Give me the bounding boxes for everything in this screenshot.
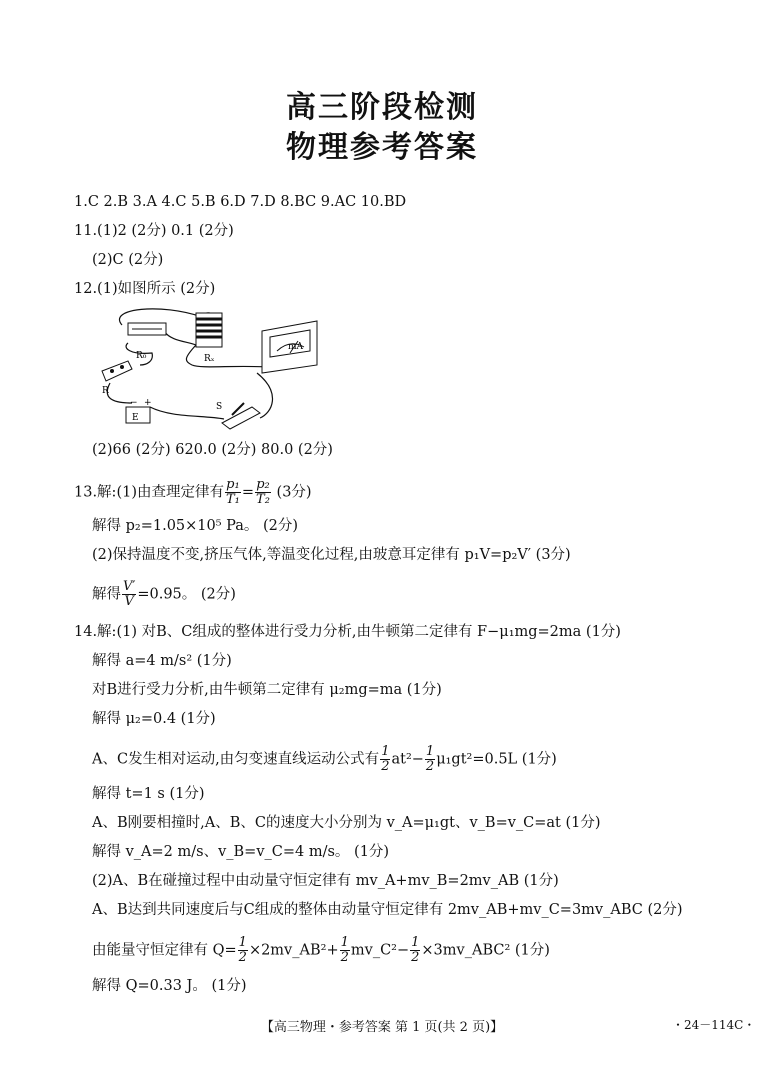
fraction-p2-t2: $\frac{\text{p₂}}{\text{T₂}}$ xyxy=(256,477,270,507)
q14-line5: A、C发生相对运动,由匀变速直线运动公式有 $\frac{1}{2}$ at²− $\frac{1}{2}$ μ₁gt²=0.5L (1分) xyxy=(92,744,557,774)
coil-rx-icon xyxy=(196,313,222,347)
q14-line9: (2)A、B在碰撞过程中由动量守恒定律有 mv_A+mv_B=2mv_AB (1分) xyxy=(92,873,559,889)
title-line1: 高三阶段检测 xyxy=(286,90,478,125)
q13-line1: 13.解:(1)由查理定律有 $\frac{\text{p₁}}{\text{T₁}}$ = $\frac{\text{p₂}}{\text{T₂}}$ (3分) xyxy=(74,477,312,507)
mcq-answers: 1.C 2.B 3.A 4.C 5.B 6.D 7.D 8.BC 9.AC 10.BD xyxy=(74,194,407,210)
q13-part2: (2)保持温度不变,挤压气体,等温变化过程,由玻意耳定律有 p₁V=p₂V′ (3分) xyxy=(92,547,571,563)
fraction-half: $\frac{1}{2}$ xyxy=(238,935,247,965)
label-rx: Rₓ xyxy=(204,354,215,364)
q14-line3: 对B进行受力分析,由牛顿第二定律有 μ₂mg=ma (1分) xyxy=(92,682,442,698)
fraction-half: $\frac{1}{2}$ xyxy=(340,935,349,965)
q14-line7: A、B刚要相撞时,A、B、C的速度大小分别为 v_A=μ₁gt、v_B=v_C=at (1分) xyxy=(92,815,601,831)
fraction-half: $\frac{1}{2}$ xyxy=(425,744,435,774)
page-footer: 【高三物理・参考答案 第 1 页(共 2 页)】 xyxy=(260,1020,504,1035)
label-r0: R₀ xyxy=(136,351,147,361)
label-r: R xyxy=(102,386,109,396)
fraction-half: $\frac{1}{2}$ xyxy=(381,744,390,774)
label-meter: mA xyxy=(288,342,304,352)
title-line2: 物理参考答案 xyxy=(286,130,478,165)
q14-line10: A、B达到共同速度后与C组成的整体由动量守恒定律有 2mv_AB+mv_C=3mv_ABC (2分) xyxy=(92,902,683,918)
q14-line1: 14.解:(1) 对B、C组成的整体进行受力分析,由牛顿第二定律有 F−μ₁mg=2ma (1分) xyxy=(74,624,621,640)
fraction-p1-t1: $\frac{\text{p₁}}{\text{T₁}}$ xyxy=(225,477,240,507)
q14-line4: 解得 μ₂=0.4 (1分) xyxy=(92,711,216,727)
fraction-v-prime-v: $\frac{V'}{V}$ xyxy=(123,579,136,609)
label-plus: + xyxy=(144,398,152,408)
label-e: E xyxy=(132,413,139,423)
q14-line2: 解得 a=4 m/s² (1分) xyxy=(92,653,232,669)
resistor-r0-icon xyxy=(128,323,166,335)
q14-line11: 由能量守恒定律有 Q= $\frac{1}{2}$ ×2mv_AB²+ $\frac{1}{2}$ mv_C²− $\frac{1}{2}$ ×3mv_ABC² (1分) xyxy=(92,935,550,965)
page-id: ・24－114C・ xyxy=(672,1018,756,1032)
rheostat-r-icon xyxy=(102,361,132,381)
q13-text: 13.解:(1)由查理定律有 xyxy=(74,484,224,501)
fraction-half: $\frac{1}{2}$ xyxy=(411,935,420,965)
q12-part2: (2)66 (2分) 620.0 (2分) 80.0 (2分) xyxy=(92,442,333,458)
q11-part1: 11.(1)2 (2分) 0.1 (2分) xyxy=(74,223,234,239)
q14-line12: 解得 Q=0.33 J。 (1分) xyxy=(92,978,247,994)
q11-part2: (2)C (2分) xyxy=(92,252,164,268)
q12-part1: 12.(1)如图所示 (2分) xyxy=(74,281,216,297)
q13-result1: 解得 p₂=1.05×10⁵ Pa。 (2分) xyxy=(92,518,299,534)
label-minus: − xyxy=(130,398,138,408)
q14-line6: 解得 t=1 s (1分) xyxy=(92,786,205,802)
q13-result2: 解得 $\frac{V'}{V}$ =0.95。 (2分) xyxy=(92,579,236,609)
circuit-diagram xyxy=(92,303,332,433)
q14-line8: 解得 v_A=2 m/s、v_B=v_C=4 m/s。 (1分) xyxy=(92,844,390,860)
switch-s-icon xyxy=(222,403,260,429)
label-s: S xyxy=(216,402,223,412)
